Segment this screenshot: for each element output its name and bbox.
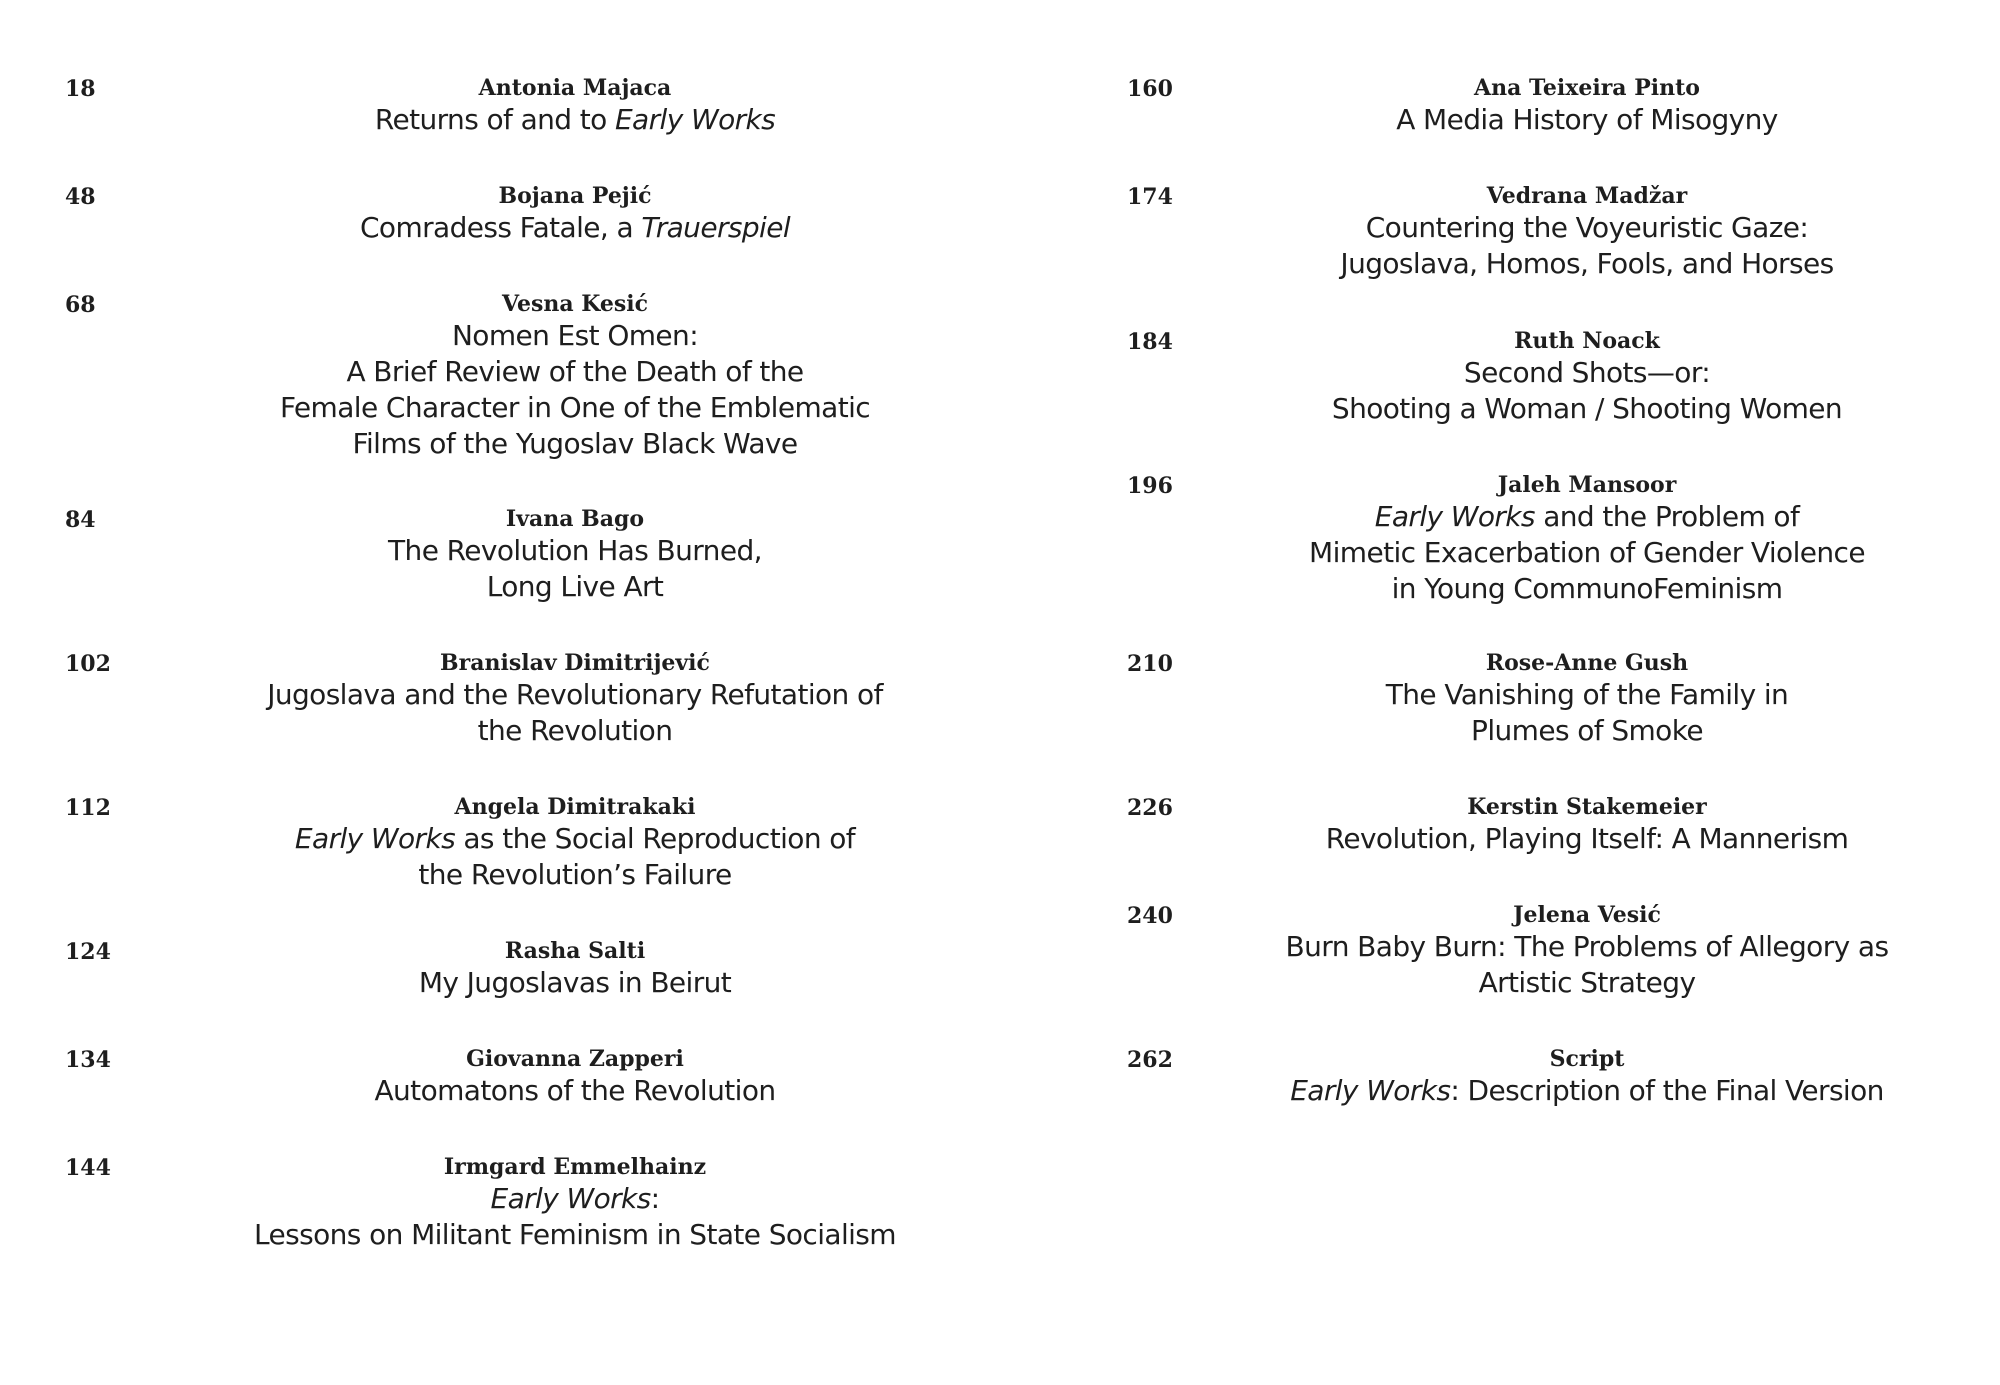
title-segment: The Revolution Has Burned, <box>388 534 762 567</box>
page-number: 18 <box>65 76 96 102</box>
author-name: Ivana Bago <box>505 506 645 532</box>
author-name: Vesna Kesić <box>501 291 649 317</box>
author-name: Script <box>1549 1046 1625 1072</box>
essay-title-line <box>170 965 980 1001</box>
essay-title-line <box>170 354 980 390</box>
italic-title-segment: Early Works <box>294 822 456 855</box>
essay-title-line <box>170 1073 980 1109</box>
title-segment: Burn Baby Burn: The Problems of Allegory as <box>1285 930 1889 963</box>
essay-title-line <box>1192 571 1982 607</box>
essay-title-line <box>1192 210 1982 246</box>
author-name: Giovanna Zapperi <box>466 1046 684 1072</box>
title-segment: Automatons of the Revolution <box>374 1074 776 1107</box>
entry-body <box>170 791 980 893</box>
title-segment: the Revolution’s Failure <box>418 858 732 891</box>
italic-title-segment: Trauerspiel <box>641 211 791 244</box>
page-number: 144 <box>65 1155 111 1181</box>
title-segment: A Media History of Misogyny <box>1396 103 1778 136</box>
title-segment: Plumes of Smoke <box>1471 714 1703 747</box>
essay-title-line <box>170 1217 980 1253</box>
title-segment: My Jugoslavas in Beirut <box>418 966 732 999</box>
essay-title-line <box>170 102 980 138</box>
author-name: Jaleh Mansoor <box>1497 472 1677 498</box>
title-segment: in Young CommunoFeminism <box>1391 572 1783 605</box>
essay-title-line <box>170 857 980 893</box>
essay-title-line <box>1192 499 1982 535</box>
page-number: 112 <box>65 795 111 821</box>
title-segment: Returns of and to <box>374 103 615 136</box>
title-segment: Films of the Yugoslav Black Wave <box>352 427 798 460</box>
entry-body <box>170 503 980 605</box>
entry-body <box>170 935 980 1001</box>
author-name: Ana Teixeira Pinto <box>1474 75 1700 101</box>
essay-title-line <box>1192 713 1982 749</box>
page-number: 174 <box>1127 184 1173 210</box>
entry-body <box>1192 325 1982 427</box>
title-segment: : <box>650 1182 660 1215</box>
title-segment: Revolution, Playing Itself: A Mannerism <box>1325 822 1849 855</box>
essay-title-line <box>1192 965 1982 1001</box>
page-number: 102 <box>65 651 111 677</box>
entry-body <box>1192 791 1982 857</box>
page-number: 240 <box>1127 903 1173 929</box>
essay-title-line <box>170 426 980 462</box>
page-number: 184 <box>1127 329 1173 355</box>
entry-body <box>1192 180 1982 282</box>
essay-title-line <box>1192 1073 1982 1109</box>
title-segment: Jugoslava, Homos, Fools, and Horses <box>1340 247 1834 280</box>
author-name: Kerstin Stakemeier <box>1467 794 1707 820</box>
entry-body <box>170 180 980 246</box>
author-name: Vedrana Madžar <box>1486 183 1688 209</box>
essay-title-line <box>170 677 980 713</box>
title-segment: Nomen Est Omen: <box>451 319 699 352</box>
entry-body <box>1192 899 1982 1001</box>
page-number: 160 <box>1127 76 1173 102</box>
title-segment: Artistic Strategy <box>1478 966 1696 999</box>
essay-title-line <box>1192 391 1982 427</box>
entry-body <box>170 72 980 138</box>
essay-title-line <box>170 390 980 426</box>
essay-title-line <box>170 821 980 857</box>
entry-body <box>1192 72 1982 138</box>
italic-title-segment: Early Works <box>1374 500 1535 533</box>
title-segment: the Revolution <box>477 714 673 747</box>
author-name: Branislav Dimitrijević <box>440 650 710 676</box>
entry-body <box>170 1151 980 1253</box>
essay-title-line <box>170 533 980 569</box>
page-number: 196 <box>1127 473 1173 499</box>
title-segment: The Vanishing of the Family in <box>1385 678 1789 711</box>
italic-title-segment: Early Works <box>614 103 776 136</box>
title-segment: Female Character in One of the Emblematic <box>279 391 871 424</box>
page-number: 226 <box>1127 795 1173 821</box>
essay-title-line <box>170 210 980 246</box>
title-segment: Countering the Voyeuristic Gaze: <box>1365 211 1809 244</box>
author-name: Jelena Vesić <box>1513 902 1661 928</box>
entry-body <box>1192 469 1982 607</box>
page-number: 68 <box>65 292 96 318</box>
author-name: Bojana Pejić <box>498 183 652 209</box>
page-number: 48 <box>65 184 96 210</box>
author-name: Antonia Majaca <box>478 75 672 101</box>
essay-title-line <box>1192 821 1982 857</box>
page-number: 84 <box>65 507 96 533</box>
essay-title-line <box>1192 535 1982 571</box>
essay-title-line <box>170 569 980 605</box>
entry-body <box>1192 647 1982 749</box>
title-segment: Long Live Art <box>486 570 664 603</box>
title-segment: Lessons on Militant Feminism in State Socialism <box>254 1218 896 1251</box>
author-name: Rose-Anne Gush <box>1485 650 1689 676</box>
title-segment: Shooting a Woman / Shooting Women <box>1331 392 1843 425</box>
page-number: 262 <box>1127 1047 1173 1073</box>
page-number: 124 <box>65 939 111 965</box>
entry-body <box>170 647 980 749</box>
essay-title-line <box>1192 929 1982 965</box>
essay-title-line <box>1192 355 1982 391</box>
title-segment: as the Social Reproduction of <box>455 822 856 855</box>
essay-title-line <box>1192 246 1982 282</box>
essay-title-line <box>1192 677 1982 713</box>
title-segment: and the Problem of <box>1534 500 1800 533</box>
essay-title-line <box>1192 102 1982 138</box>
essay-title-line <box>170 318 980 354</box>
entry-body <box>1192 1043 1982 1109</box>
page-number: 210 <box>1127 651 1173 677</box>
title-segment: Comradess Fatale, a <box>359 211 642 244</box>
essay-title-line <box>170 1181 980 1217</box>
author-name: Ruth Noack <box>1514 328 1660 354</box>
title-segment: Mimetic Exacerbation of Gender Violence <box>1309 536 1865 569</box>
entry-body <box>170 288 980 462</box>
author-name: Irmgard Emmelhainz <box>443 1154 707 1180</box>
title-segment: Second Shots—or: <box>1463 356 1711 389</box>
page-number: 134 <box>65 1047 111 1073</box>
italic-title-segment: Early Works <box>490 1182 651 1215</box>
author-name: Angela Dimitrakaki <box>454 794 696 820</box>
italic-title-segment: Early Works <box>1290 1074 1451 1107</box>
essay-title-line <box>170 713 980 749</box>
title-segment: Jugoslava and the Revolutionary Refutation of <box>267 678 883 711</box>
title-segment: : Description of the Final Version <box>1450 1074 1884 1107</box>
author-name: Rasha Salti <box>504 938 646 964</box>
title-segment: A Brief Review of the Death of the <box>346 355 804 388</box>
entry-body <box>170 1043 980 1109</box>
